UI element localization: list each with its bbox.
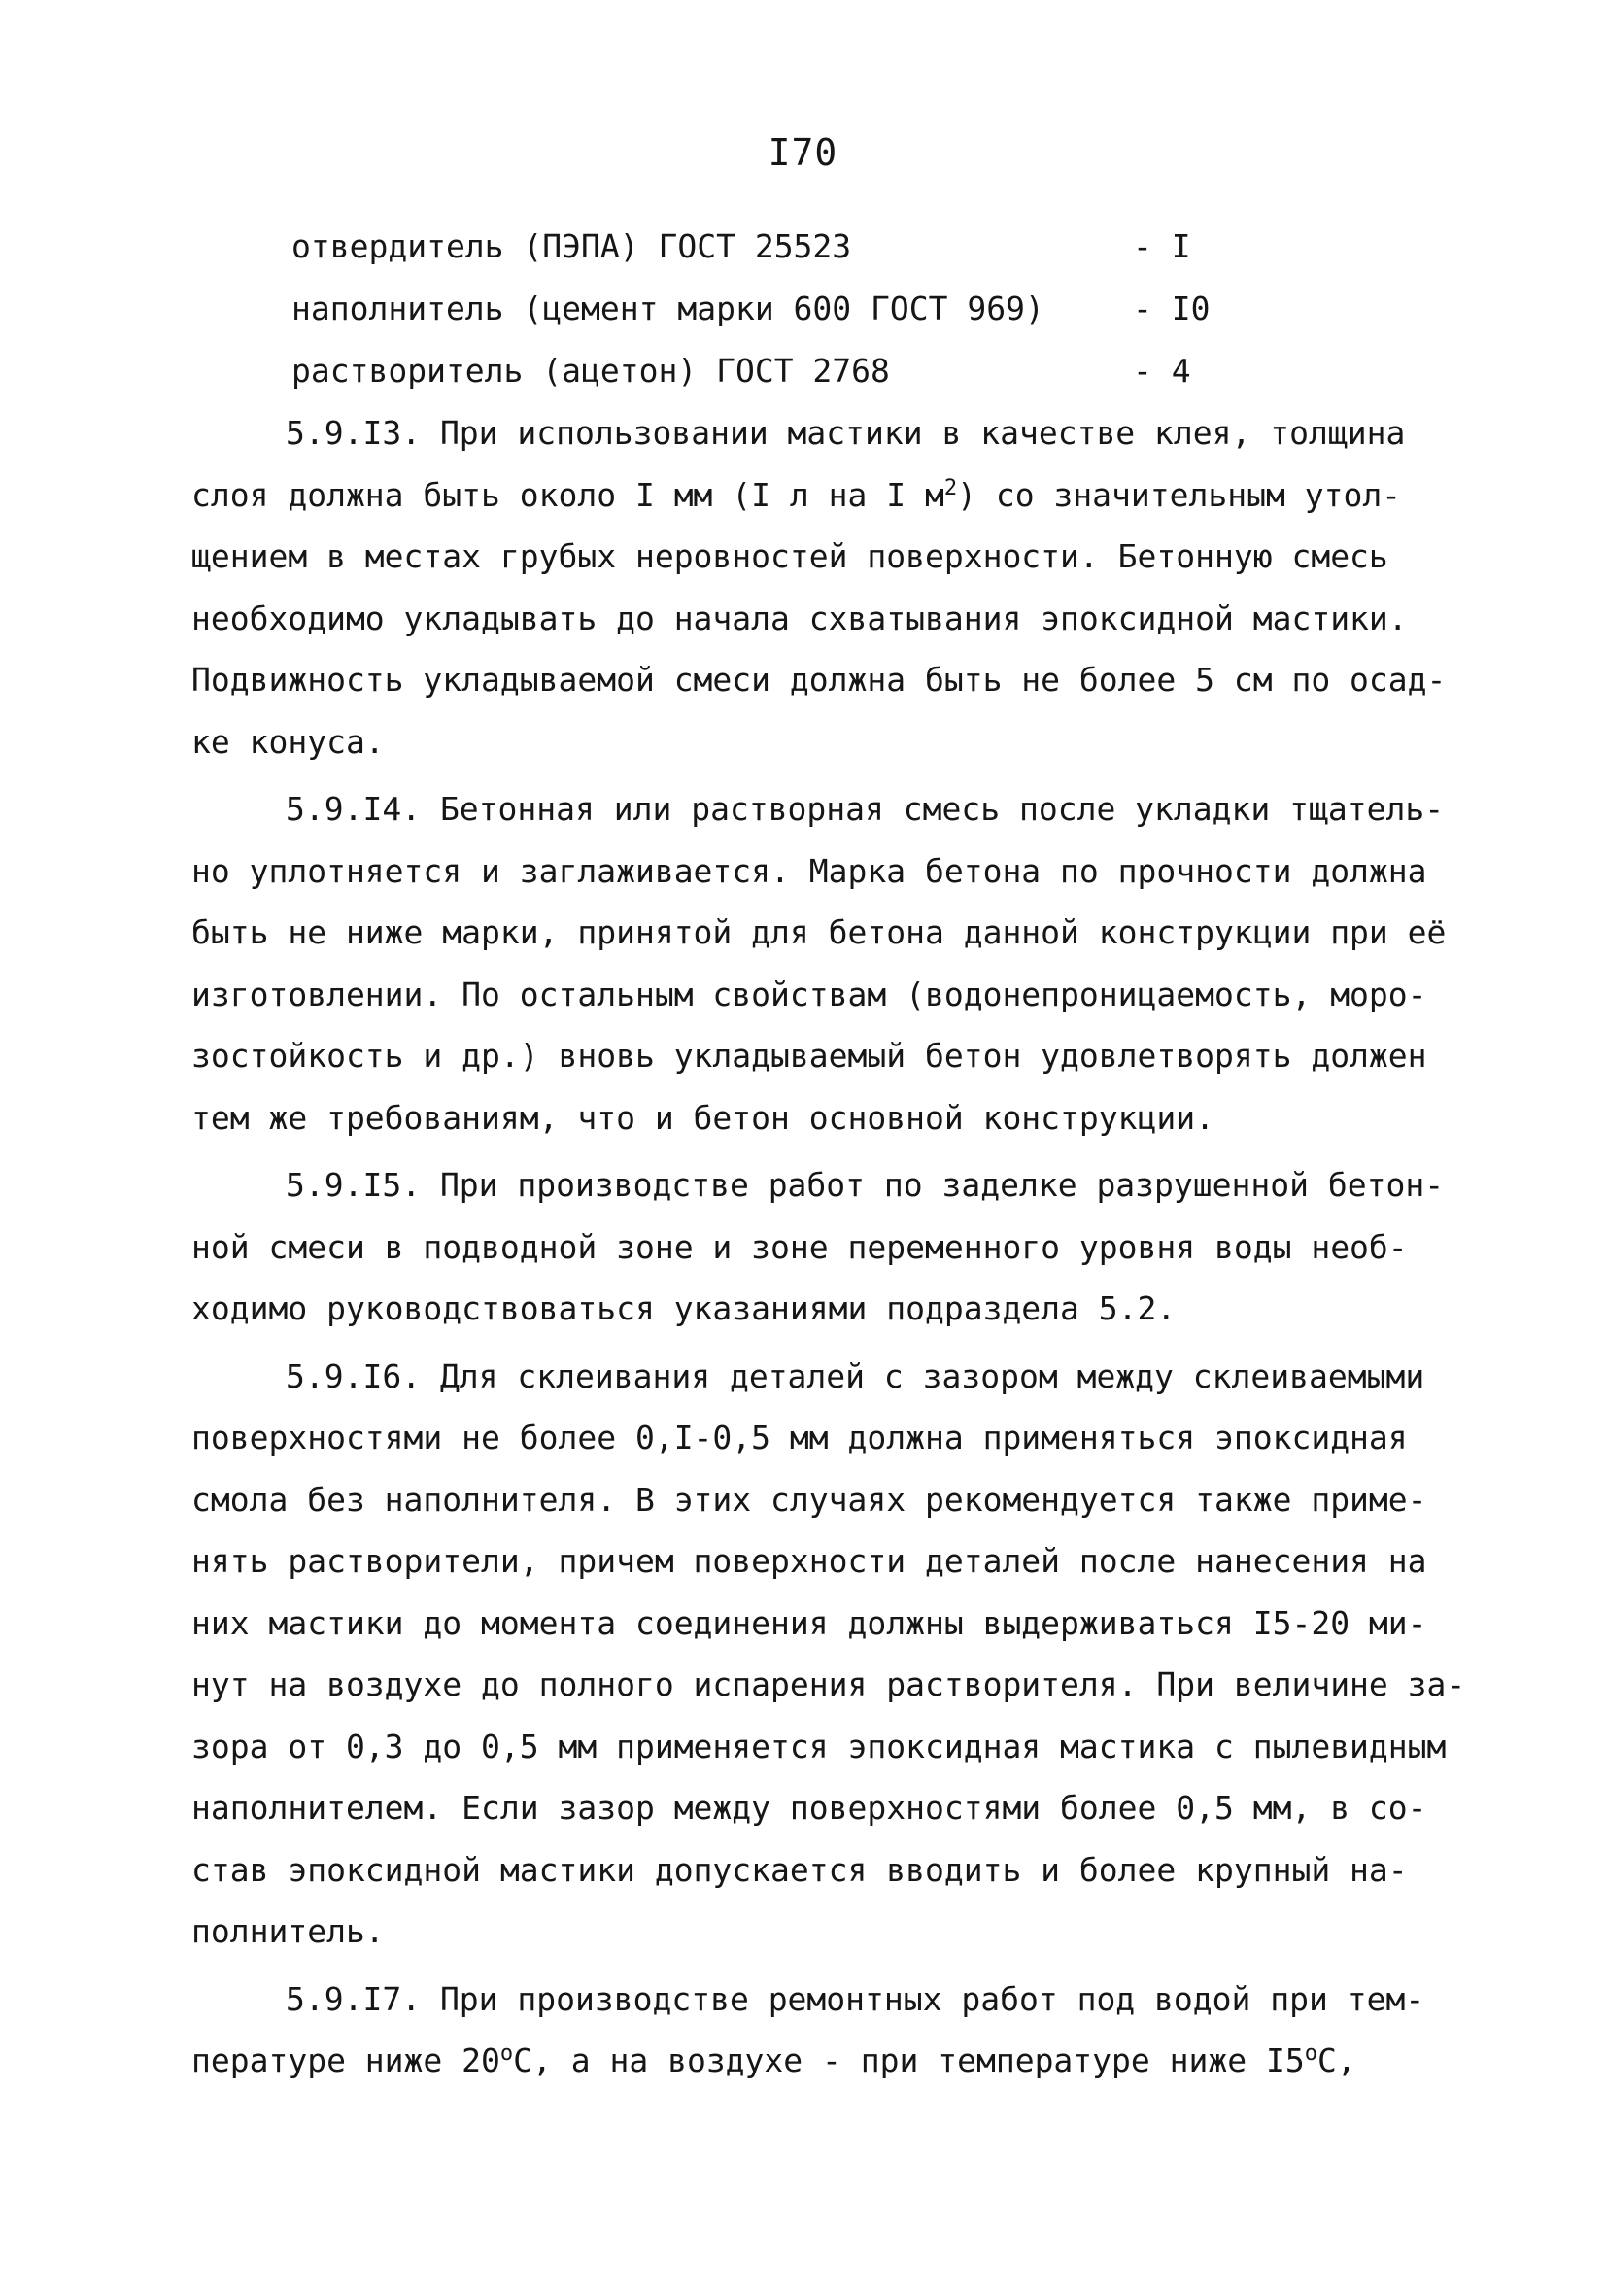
- text-line: 5.9.I5. При производстве работ по заделке разрушенной бетон-: [286, 1166, 1445, 1204]
- text-segment: слоя должна быть около I мм (I л на I м: [191, 475, 944, 514]
- component-quantity: - 4: [1133, 352, 1191, 390]
- text-line: смола без наполнителя. В этих случаях рекомендуется также приме-: [191, 1480, 1427, 1519]
- text-segment: С,: [1316, 2041, 1356, 2079]
- paragraph-5-9-15: [191, 1154, 1445, 1340]
- text-line: быть не ниже марки, принятой для бетона данной конструкции при её: [191, 913, 1447, 951]
- text-line: поверхностями не более 0,I-0,5 мм должна применяться эпоксидная: [191, 1419, 1408, 1456]
- text-line: нут на воздухе до полного испарения растворителя. При величине за-: [191, 1665, 1466, 1703]
- degree-superscript: о: [1304, 2041, 1317, 2066]
- text-line: полнитель.: [191, 1912, 385, 1950]
- paragraph-5-9-13: [191, 402, 1447, 772]
- paragraph-5-9-14: [191, 778, 1447, 1148]
- text-line: Подвижность укладываемой смеси должна быть не более 5 см по осад-: [191, 661, 1447, 699]
- component-quantity: - I: [1133, 227, 1191, 265]
- component-label: наполнитель (цемент марки 600 ГОСТ 969): [291, 290, 1044, 327]
- text-line: щением в местах грубых неровностей поверхности. Бетонную смесь: [191, 537, 1388, 575]
- text-line: [191, 464, 1430, 527]
- page-number: I70: [768, 131, 838, 174]
- paragraph-5-9-16: [191, 1346, 1466, 1963]
- text-line: изготовлении. По остальным свойствам (водонепроницаемость, моро-: [191, 975, 1427, 1013]
- text-segment: С, а на воздухе - при температуре ниже I5: [513, 2041, 1305, 2079]
- list-item: [291, 278, 1224, 340]
- text-line: [191, 2030, 1430, 2092]
- text-line: 5.9.I3. При использовании мастики в качестве клея, толщина: [286, 414, 1406, 452]
- superscript: 2: [943, 475, 958, 500]
- component-label: отвердитель (ПЭПА) ГОСТ 25523: [291, 227, 852, 265]
- component-quantity: - I0: [1133, 290, 1211, 327]
- text-line: но уплотняется и заглаживается. Марка бетона по прочности должна: [191, 851, 1427, 890]
- text-line: нять растворители, причем поверхности деталей после нанесения на: [191, 1542, 1427, 1580]
- list-item: [291, 340, 1224, 402]
- text-line: наполнителем. Если зазор между поверхностями более 0,5 мм, в со-: [191, 1789, 1427, 1827]
- text-line: необходимо укладывать до начала схватывания эпоксидной мастики.: [191, 599, 1408, 637]
- text-segment: ) со значительным утол-: [957, 475, 1402, 514]
- text-line: 5.9.I7. При производстве ремонтных работ под водой при тем-: [286, 1979, 1425, 2018]
- text-line: зора от 0,3 до 0,5 мм применяется эпоксидная мастика с пылевидным: [191, 1727, 1447, 1765]
- degree-superscript: о: [499, 2041, 514, 2066]
- body-text: [191, 402, 1466, 2092]
- text-line: став эпоксидной мастики допускается вводить и более крупный на-: [191, 1850, 1408, 1889]
- list-item: [291, 216, 1224, 278]
- text-line: 5.9.I6. Для склеивания деталей с зазором между склеиваемыми: [286, 1356, 1425, 1395]
- text-line: ходимо руководствоваться указаниями подраздела 5.2.: [191, 1289, 1177, 1327]
- text-line: зостойкость и др.) вновь укладываемый бетон удовлетворять должен: [191, 1037, 1427, 1075]
- text-line: 5.9.I4. Бетонная или растворная смесь после укладки тщатель-: [286, 790, 1445, 828]
- components-list: [291, 216, 1224, 402]
- text-line: них мастики до момента соединения должны выдерживаться I5-20 ми-: [191, 1603, 1427, 1642]
- paragraph-5-9-17: [191, 1969, 1430, 2092]
- text-line: тем же требованиям, что и бетон основной конструкции.: [191, 1098, 1214, 1137]
- text-segment: пературе ниже 20: [191, 2041, 500, 2079]
- text-line: ке конуса.: [191, 722, 385, 761]
- component-label: растворитель (ацетон) ГОСТ 2768: [291, 352, 890, 390]
- text-line: ной смеси в подводной зоне и зоне переменного уровня воды необ-: [191, 1227, 1408, 1266]
